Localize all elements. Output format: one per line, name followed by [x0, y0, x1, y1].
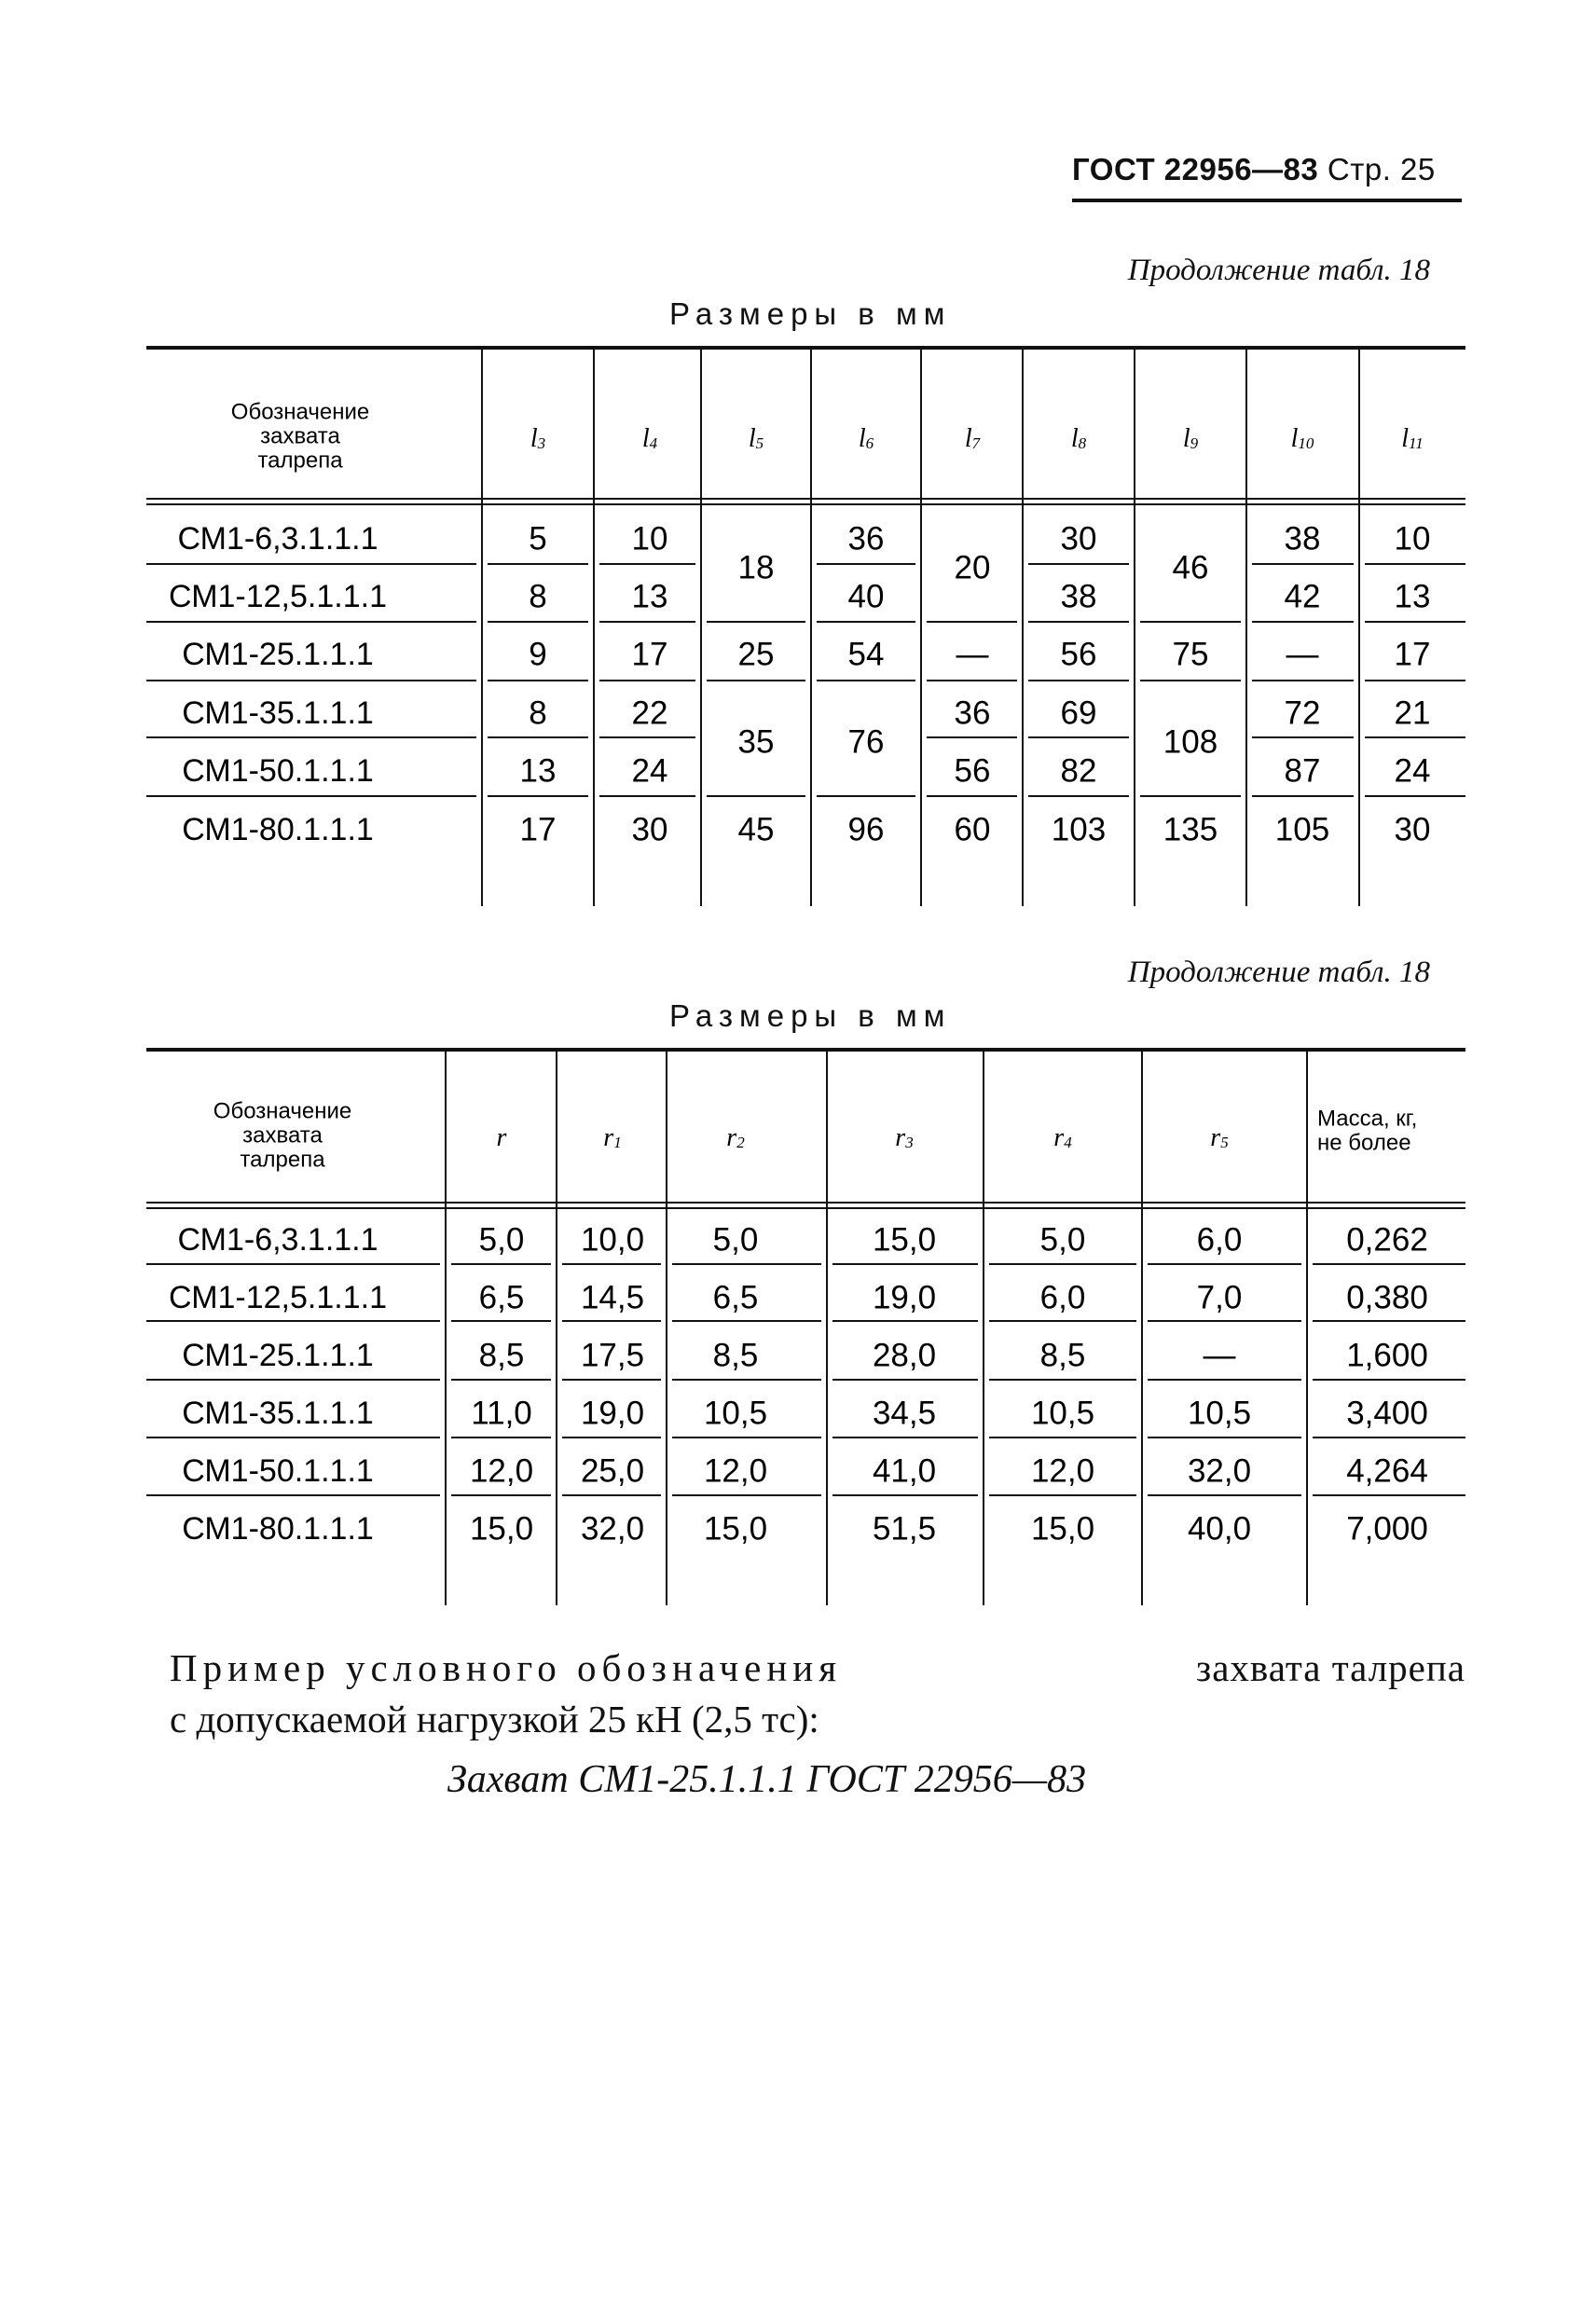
table2-cell: 25,0 — [580, 1452, 645, 1490]
table1-cell: 25 — [737, 636, 775, 673]
table1-cell: 38 — [1284, 520, 1321, 557]
table2-cell: 3,400 — [1346, 1395, 1428, 1432]
table1-cell: 60 — [954, 811, 991, 848]
table1-cell: 24 — [631, 752, 668, 790]
table1-cell: 21 — [1394, 695, 1431, 732]
example-paragraph — [170, 1643, 1465, 1745]
table1-cell: 17 — [631, 636, 668, 673]
table1-cell: 17 — [519, 811, 557, 848]
table1-cell: 75 — [1172, 636, 1209, 673]
table1-col-header-4: l7 — [964, 423, 981, 453]
page-number: Стр. 25 — [1327, 152, 1436, 186]
table1-designation: СМ1-35.1.1.1 — [182, 695, 374, 731]
table2-cell: 8,5 — [712, 1337, 759, 1374]
table1-cell: 46 — [1172, 549, 1209, 586]
table2-cell: 12,0 — [1030, 1452, 1095, 1490]
table1-cell: 20 — [954, 549, 991, 586]
table1-cell: 105 — [1274, 811, 1330, 848]
table1-cell: 22 — [631, 695, 668, 732]
table2-cell: 8,5 — [1039, 1337, 1086, 1374]
table2-cell: 5,0 — [478, 1221, 525, 1259]
table2-cell: 32,0 — [1187, 1452, 1252, 1490]
table1-col-header-5: l8 — [1070, 423, 1087, 453]
table1-col-header-2: l5 — [748, 423, 764, 453]
table1-cell: 135 — [1163, 811, 1218, 848]
table2-cell: 6,5 — [712, 1279, 759, 1316]
table2-cell: — — [1203, 1337, 1236, 1374]
table1-cell: 35 — [737, 723, 775, 761]
table2-cell: 6,5 — [478, 1279, 525, 1316]
table1-cell: — — [1286, 636, 1319, 673]
example-line1-spaced: Пример условного обозначения — [170, 1646, 843, 1689]
table1-col-header-8: l11 — [1401, 423, 1424, 453]
table1-corner-header: Обозначение — [230, 399, 370, 425]
table1-cell: 82 — [1060, 752, 1097, 790]
table2-col-header-4: r4 — [1053, 1122, 1072, 1152]
table1-designation: СМ1-50.1.1.1 — [182, 753, 374, 789]
table1-cell: 96 — [847, 811, 885, 848]
table1-cell: 5 — [529, 520, 547, 557]
table2-corner-header: Обозначение — [213, 1098, 352, 1124]
table1-cell: 42 — [1284, 578, 1321, 615]
table1-col-header-0: l3 — [530, 423, 546, 453]
table2-mass-header: не более — [1317, 1130, 1411, 1156]
table1-cell: — — [956, 636, 989, 673]
table1-designation: СМ1-12,5.1.1.1 — [169, 579, 387, 614]
table1-cell: 56 — [954, 752, 991, 790]
table2-cell: 10,5 — [1187, 1395, 1252, 1432]
table2-cell: 14,5 — [580, 1279, 645, 1316]
table1-cell: 9 — [529, 636, 547, 673]
table2-corner-header: захвата — [242, 1122, 323, 1149]
table2-cell: 17,5 — [580, 1337, 645, 1374]
table2-col-header-3: r3 — [895, 1122, 914, 1152]
table1-cell: 76 — [847, 723, 885, 761]
table2-continuation: Продолжение табл. 18 — [1127, 956, 1430, 989]
table2-cell: 8,5 — [478, 1337, 525, 1374]
table1-continuation: Продолжение табл. 18 — [1127, 254, 1430, 287]
table1-cell: 18 — [737, 549, 775, 586]
table2-cell: 32,0 — [580, 1510, 645, 1548]
table1-corner-header: захвата — [260, 423, 340, 449]
table2-cell: 12,0 — [703, 1452, 768, 1490]
table1-cell: 56 — [1060, 636, 1097, 673]
table2-cell: 5,0 — [1039, 1221, 1086, 1259]
table2-designation: СМ1-25.1.1.1 — [182, 1338, 374, 1373]
table2-cell: 19,0 — [580, 1395, 645, 1432]
table1-designation: СМ1-6,3.1.1.1 — [177, 521, 378, 557]
table2-cell: 12,0 — [469, 1452, 534, 1490]
table2-cell: 11,0 — [471, 1395, 532, 1432]
table2-cell: 15,0 — [469, 1510, 534, 1548]
table2-cell: 15,0 — [1030, 1510, 1095, 1548]
example-line2: с допускаемой нагрузкой 25 кН (2,5 тс): — [170, 1698, 819, 1740]
table1-cell: 13 — [1394, 578, 1431, 615]
table1-designation: СМ1-80.1.1.1 — [182, 812, 374, 847]
table2-cell: 15,0 — [872, 1221, 937, 1259]
table2-cell: 34,5 — [872, 1395, 937, 1432]
table2-cell: 41,0 — [872, 1452, 937, 1490]
table2-cell: 7,0 — [1196, 1279, 1243, 1316]
table2-cell: 40,0 — [1187, 1510, 1252, 1548]
table2-units: Размеры в мм — [669, 998, 952, 1033]
table1-cell: 45 — [737, 811, 775, 848]
table2-cell: 10,5 — [1030, 1395, 1095, 1432]
example-designation: Захват СМ1-25.1.1.1 ГОСТ 22956—83 — [447, 1758, 1087, 1801]
table1-cell: 40 — [847, 578, 885, 615]
table1-cell: 24 — [1394, 752, 1431, 790]
table1-designation: СМ1-25.1.1.1 — [182, 637, 374, 672]
table2-cell: 1,600 — [1346, 1337, 1428, 1374]
table1-cell: 103 — [1051, 811, 1107, 848]
table2-cell: 15,0 — [703, 1510, 768, 1548]
table1-cell: 36 — [954, 695, 991, 732]
table2-cell: 4,264 — [1346, 1452, 1428, 1490]
table2-cell: 5,0 — [712, 1221, 759, 1259]
table1-cell: 69 — [1060, 695, 1097, 732]
table1-cell: 30 — [1394, 811, 1431, 848]
table1-cell: 8 — [529, 695, 547, 732]
table1-cell: 30 — [631, 811, 668, 848]
table2-col-header-1: r1 — [603, 1122, 622, 1152]
table1-cell: 108 — [1163, 723, 1218, 761]
table2-corner-header: талрепа — [240, 1147, 325, 1173]
table2-cell: 19,0 — [872, 1279, 937, 1316]
table1-cell: 38 — [1060, 578, 1097, 615]
table2-designation: СМ1-6,3.1.1.1 — [177, 1222, 378, 1258]
table1-cell: 30 — [1060, 520, 1097, 557]
table1-cell: 17 — [1394, 636, 1431, 673]
table2-designation: СМ1-35.1.1.1 — [182, 1396, 374, 1431]
table1-cell: 13 — [631, 578, 668, 615]
table1-cell: 87 — [1284, 752, 1321, 790]
table1-col-header-1: l4 — [641, 423, 658, 453]
table1-cell: 72 — [1284, 695, 1321, 732]
table1-col-header-6: l9 — [1182, 423, 1199, 453]
table2-cell: 6,0 — [1196, 1221, 1243, 1259]
table2-cell: 7,000 — [1346, 1510, 1428, 1548]
example-line1-plain: захвата талрепа — [1196, 1646, 1465, 1689]
table2-cell: 10,0 — [580, 1221, 645, 1259]
table2-col-header-5: r5 — [1210, 1122, 1229, 1152]
table1-cell: 8 — [529, 578, 547, 615]
table1-cell: 10 — [1394, 520, 1431, 557]
standard-number: ГОСТ 22956—83 — [1072, 152, 1319, 186]
table2-cell: 6,0 — [1039, 1279, 1086, 1316]
table1-col-header-3: l6 — [858, 423, 874, 453]
table2-col-header-0: r — [496, 1122, 507, 1152]
table2-col-header-2: r2 — [726, 1122, 745, 1152]
table1-col-header-7: l10 — [1290, 423, 1314, 453]
table2-designation: СМ1-50.1.1.1 — [182, 1453, 374, 1489]
table2-cell: 28,0 — [872, 1337, 937, 1374]
table2-cell: 0,380 — [1346, 1279, 1428, 1316]
table2-mass-header: Масса, кг, — [1317, 1106, 1418, 1132]
table2-designation: СМ1-12,5.1.1.1 — [169, 1280, 387, 1315]
table1-cell: 13 — [519, 752, 557, 790]
table2-cell: 10,5 — [703, 1395, 768, 1432]
table1-units: Размеры в мм — [669, 296, 952, 331]
table2-cell: 51,5 — [872, 1510, 937, 1548]
table1-corner-header: талрепа — [257, 447, 343, 474]
table2-designation: СМ1-80.1.1.1 — [182, 1511, 374, 1547]
table1-cell: 10 — [631, 520, 668, 557]
table2-cell: 0,262 — [1346, 1221, 1428, 1259]
table1-cell: 54 — [847, 636, 885, 673]
table1-cell: 36 — [847, 520, 885, 557]
